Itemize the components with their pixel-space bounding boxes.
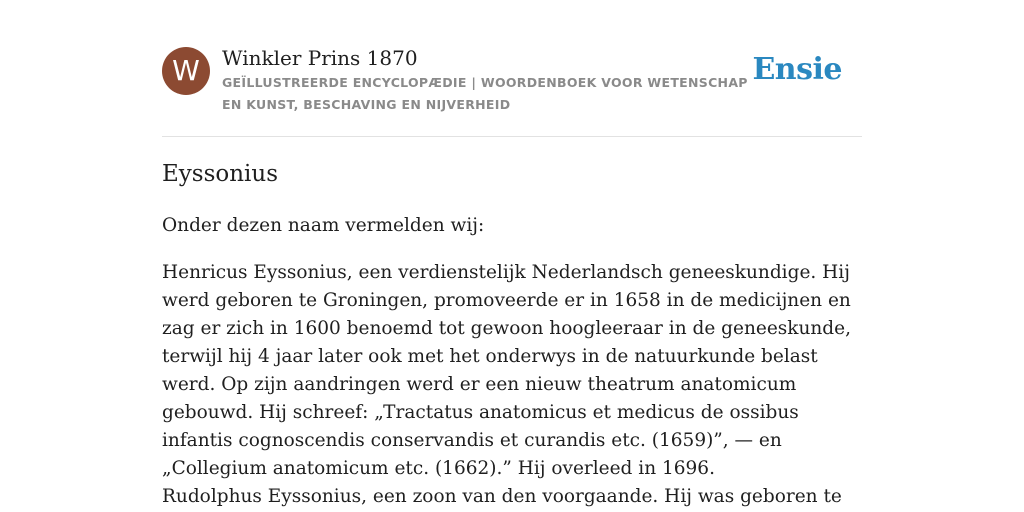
source-avatar[interactable]: W bbox=[162, 47, 210, 95]
source-title-link[interactable]: Winkler Prins 1870 bbox=[222, 46, 418, 70]
entry-paragraph-henricus: Henricus Eyssonius, een verdienstelijk Nederlandsch geneeskundige. Hij werd geboren te Groningen, promoveerde er in 1658 in de medicijnen en zag er zich in 1600 benoemd tot gewoon hoogleeraar in de geneeskunde, terwijl hij 4 jaar later ook met het onderwys in de natuurkunde belast werd. Op zijn aandringen werd er een nieuw theatrum anatomicum gebouwd. Hij schreef: „Tractatus anatomicus et medicus de ossibus infantis cognoscendis conservandis et curandis etc. (1659)”, — en „Collegium anatomicum etc. (1662).” Hij overleed in 1696. bbox=[162, 262, 851, 479]
source-header bbox=[162, 0, 862, 137]
entry-paragraph-rudolphus: Rudolphus Eyssonius, een zoon van den voorgaande. Hij was geboren te bbox=[162, 486, 842, 507]
article-container bbox=[162, 0, 862, 507]
entry-title: Eyssonius bbox=[162, 161, 279, 187]
source-subtitle: GEÏLLUSTREERDE ENCYCLOPÆDIE | WOORDENBOEK VOOR WETENSCHAP EN KUNST, BESCHAVING EN NIJVERHEID bbox=[222, 75, 748, 112]
ensie-logo[interactable]: Ensie bbox=[752, 52, 842, 87]
entry-intro-paragraph: Onder dezen naam vermelden wij: bbox=[162, 215, 485, 236]
